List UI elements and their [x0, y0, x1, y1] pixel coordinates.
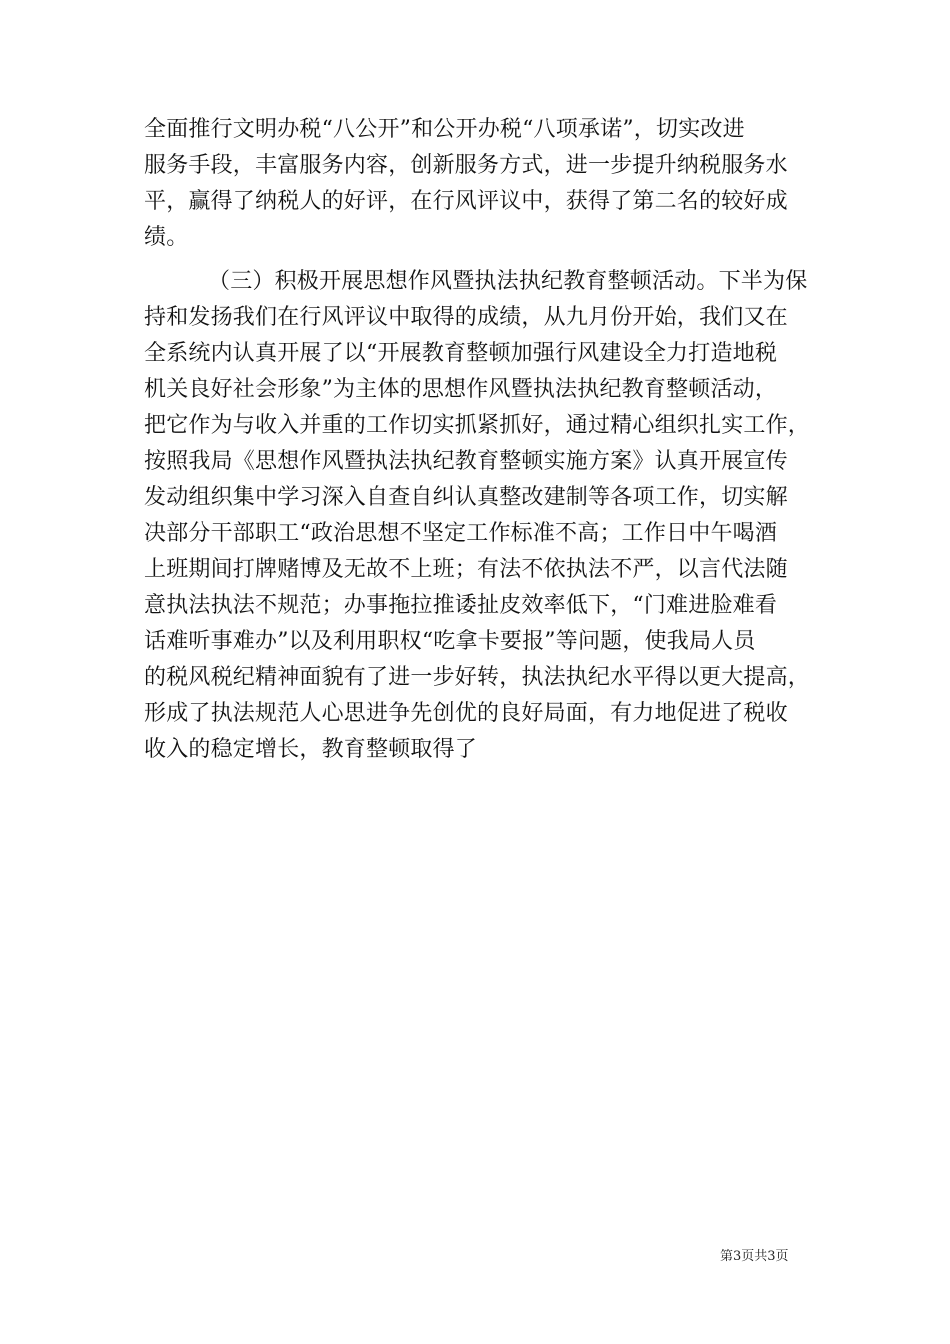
text-line: 上班期间打牌赌博及无故不上班；有法不依执法不严，以言代法随 — [144, 557, 788, 582]
text-line: 把它作为与收入并重的工作切实抓紧抓好，通过精心组织扎实工作， — [144, 413, 811, 438]
text-line: 意执法执法不规范；办事拖拉推诿扯皮效率低下，“门难进脸难看 — [144, 593, 778, 618]
text-line: 收入的稳定增长，教育整顿取得了 — [144, 737, 478, 762]
page-number-footer: 第3页共3页 — [720, 1249, 789, 1264]
paragraph-start-line: （三）积极开展思想作风暨执法执纪教育整顿活动。下半为保 — [208, 269, 808, 294]
text-line: 决部分干部职工“政治思想不坚定工作标准不高；工作日中午喝酒 — [144, 521, 778, 546]
text-line: 按照我局《思想作风暨执法执纪教育整顿实施方案》认真开展宣传 — [144, 449, 788, 474]
text-line: 的税风税纪精神面貌有了进一步好转，执法执纪水平得以更大提高， — [144, 665, 811, 690]
text-line: 绩。 — [144, 225, 189, 250]
text-line: 服务手段，丰富服务内容，创新服务方式，进一步提升纳税服务水 — [144, 153, 788, 178]
text-line: 形成了执法规范人心思进争先创优的良好局面，有力地促进了税收 — [144, 701, 788, 726]
text-line: 持和发扬我们在行风评议中取得的成绩，从九月份开始，我们又在 — [144, 305, 788, 330]
text-line: 全系统内认真开展了以“开展教育整顿加强行风建设全力打造地税 — [144, 341, 778, 366]
text-line: 平，赢得了纳税人的好评，在行风评议中，获得了第二名的较好成 — [144, 189, 788, 214]
text-line: 机关良好社会形象”为主体的思想作风暨执法执纪教育整顿活动， — [144, 377, 778, 402]
text-line: 话难听事难办”以及利用职权“吃拿卡要报”等问题，使我局人员 — [144, 629, 756, 654]
text-line: 全面推行文明办税“八公开”和公开办税“八项承诺”，切实改进 — [144, 117, 745, 142]
text-line: 发动组织集中学习深入自查自纠认真整改建制等各项工作，切实解 — [144, 485, 788, 510]
